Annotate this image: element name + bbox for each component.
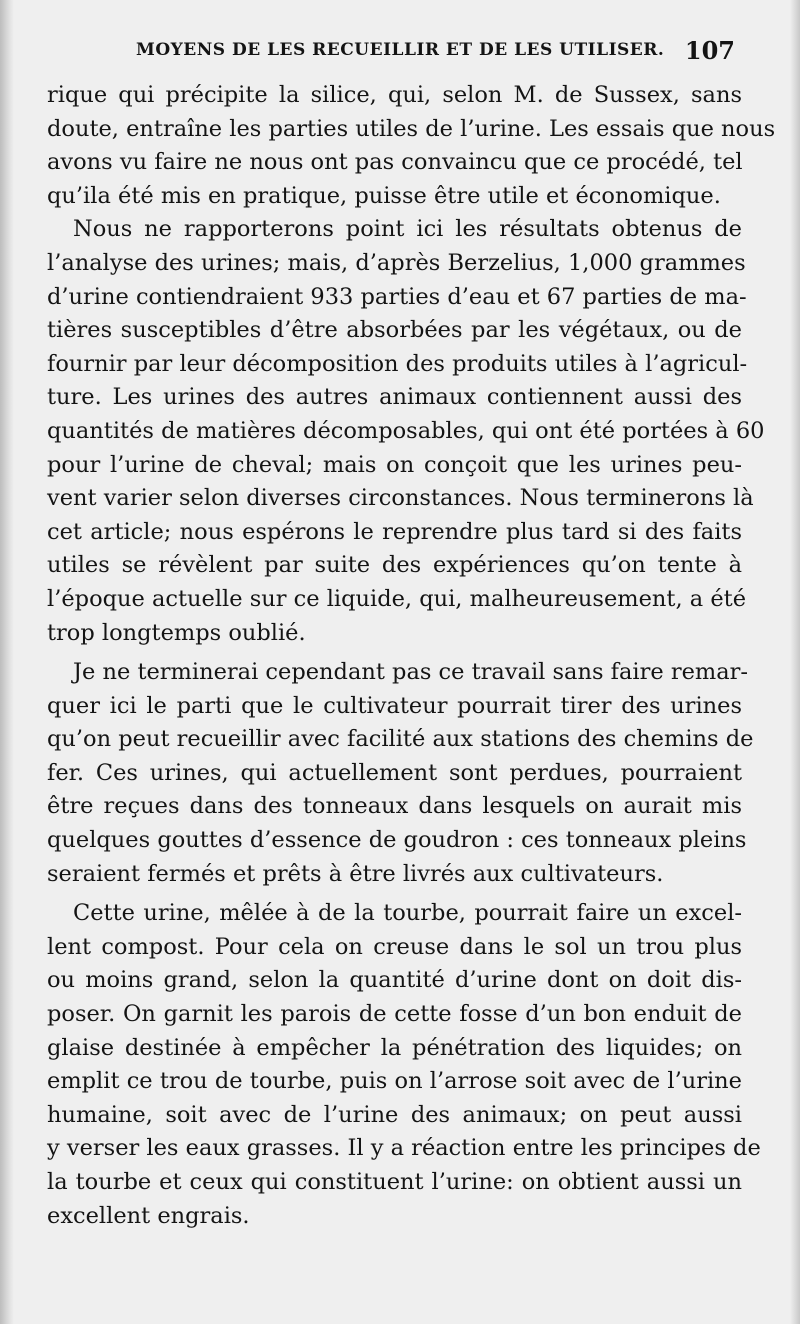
text-line: quantités de matières décomposables, qui ont été portées à 60 — [47, 417, 765, 444]
text-line: Je ne terminerai cependant pas ce travail sans faire remar- — [73, 659, 748, 686]
text-line: rique qui précipite la silice, qui, selon M. de Sussex, sans — [47, 82, 742, 108]
text-line: lent compost. Pour cela on creuse dans le sol un trou plus — [47, 933, 742, 960]
text-line: Nous ne rapporterons point ici les résultats obtenus de — [73, 216, 742, 243]
text-line: fer. Ces urines, qui actuellement sont perdues, pourraient — [47, 759, 742, 786]
paragraph-3 — [47, 656, 754, 891]
page-number: 107 — [684, 36, 735, 65]
text-line: pour l’urine de cheval; mais on conçoit que les urines peu- — [47, 451, 742, 478]
text-line: vent varier selon diverses circonstances. Nous terminerons là — [47, 485, 754, 512]
text-line: emplit ce trou de tourbe, puis on l’arrose soit avec de l’urine — [47, 1068, 742, 1095]
text-line: fournir par leur décomposition des produits utiles à l’agricul- — [47, 350, 748, 377]
paragraph-4 — [47, 897, 761, 1233]
text-line: excellent engrais. — [47, 1202, 250, 1229]
text-line: qu’ila été mis en pratique, puisse être utile et économique. — [47, 182, 721, 209]
body-text — [47, 79, 776, 1233]
text-line: ture. Les urines des autres animaux contiennent aussi des — [47, 384, 742, 411]
running-title: MOYENS DE LES RECUEILLIR ET DE LES UTILISER. — [136, 40, 665, 60]
text-line: d’urine contiendraient 933 parties d’eau et 67 parties de ma- — [47, 283, 747, 310]
text-line: Cette urine, mêlée à de la tourbe, pourrait faire un excel- — [73, 900, 742, 927]
text-line: avons vu faire ne nous ont pas convaincu que ce procédé, tel — [47, 149, 743, 176]
text-line: doute, entraîne les parties utiles de l’urine. Les essais que nous — [47, 115, 776, 142]
text-line: poser. On garnit les parois de cette fosse d’un bon enduit de — [47, 1001, 742, 1028]
text-line: la tourbe et ceux qui constituent l’urine: on obtient aussi un — [47, 1169, 742, 1195]
text-line: l’époque actuelle sur ce liquide, qui, malheureusement, a été — [47, 585, 747, 612]
text-line: y verser les eaux grasses. Il y a réaction entre les principes de — [47, 1135, 761, 1162]
text-line: ou moins grand, selon la quantité d’urine dont on doit dis- — [47, 967, 742, 994]
running-head — [48, 36, 743, 76]
text-line: tières susceptibles d’être absorbées par les végétaux, ou de — [47, 317, 742, 344]
text-line: quelques gouttes d’essence de goudron : ces tonneaux pleins — [47, 827, 747, 854]
text-line: trop longtemps oublié. — [47, 619, 306, 646]
text-line: humaine, soit avec de l’urine des animaux; on peut aussi — [47, 1101, 742, 1128]
page-right-edge-shadow — [790, 0, 800, 1324]
text-line: quer ici le parti que le cultivateur pourrait tirer des urines — [47, 692, 742, 719]
text-line: seraient fermés et prêts à être livrés aux cultivateurs. — [47, 860, 664, 887]
text-line: glaise destinée à empêcher la pénétration des liquides; on — [47, 1034, 742, 1061]
paragraph-1 — [47, 79, 776, 213]
page-left-edge-shadow — [0, 0, 14, 1324]
text-line: être reçues dans des tonneaux dans lesquels on aurait mis — [47, 793, 742, 820]
paragraph-2 — [47, 213, 765, 650]
text-line: qu’on peut recueillir avec facilité aux stations des chemins de — [47, 726, 754, 753]
text-line: utiles se révèlent par suite des expériences qu’on tente à — [47, 552, 742, 579]
text-line: cet article; nous espérons le reprendre plus tard si des faits — [47, 518, 742, 545]
text-line: l’analyse des urines; mais, d’après Berzelius, 1,000 grammes — [47, 249, 746, 276]
